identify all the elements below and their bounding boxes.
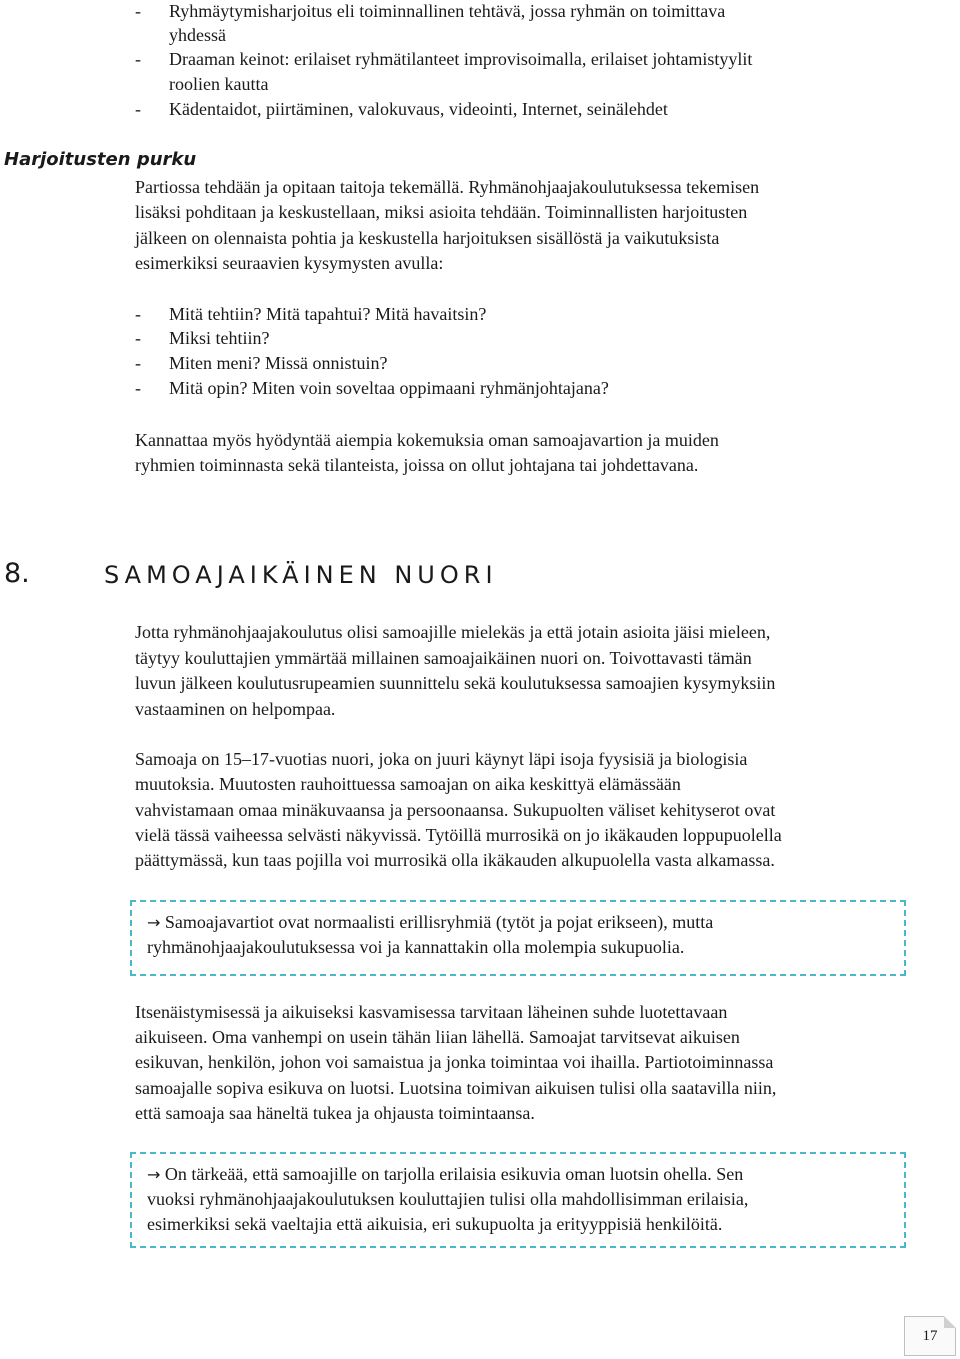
list-dash: -: [135, 49, 141, 69]
paragraph-line: päättymässä, kun taas pojilla voi murrosikä olla ikäkauden alkupuolella vasta alkamassa.: [135, 850, 775, 870]
paragraph-line: muutoksia. Muutosten rauhoittuessa samoajan on aika keskittyä elämässään: [135, 774, 681, 794]
callout-line: ryhmänohjaajakoulutuksessa voi ja kannattakin olla molempia sukupuolia.: [147, 937, 685, 957]
callout-text: On tärkeää, että samoajille on tarjolla erilaisia esikuvia oman luotsin ohella. Sen: [164, 1164, 744, 1184]
paragraph-line: että samoaja saa häneltä tukea ja ohjausta toimintaansa.: [135, 1103, 535, 1123]
paragraph-line: ryhmien toiminnasta sekä tilanteista, joissa on ollut johtajana tai johdettavana.: [135, 455, 699, 475]
list-item-text: yhdessä: [169, 25, 226, 45]
list-item-text: Ryhmäytymisharjoitus eli toiminnallinen tehtävä, jossa ryhmän on toimittava: [169, 1, 726, 21]
paragraph-line: samoajalle sopiva esikuva on luotsi. Luotsina toimivan aikuisen tulisi olla saatavilla niin,: [135, 1078, 777, 1098]
list-dash: -: [135, 304, 141, 324]
paragraph-line: esikuvan, henkilön, johon voi samaistua ja jonka toimintaa voi ihailla. Partiotoiminnassa: [135, 1052, 774, 1072]
list-item-text: Kädentaidot, piirtäminen, valokuvaus, videointi, Internet, seinälehdet: [169, 99, 668, 119]
paragraph-line: Jotta ryhmänohjaajakoulutus olisi samoajille mielekäs ja että jotain asioita jäisi mieleen,: [135, 622, 771, 642]
chapter-number: 8.: [4, 558, 30, 589]
paragraph-line: Itsenäistymisessä ja aikuiseksi kasvamisessa tarvitaan läheinen suhde luotettavaan: [135, 1002, 728, 1022]
chapter-title: SAMOAJAIKÄINEN NUORI: [104, 561, 498, 589]
callout-box: [130, 900, 906, 976]
question-text: Miten meni? Missä onnistuin?: [169, 353, 388, 373]
callout-text: Samoajavartiot ovat normaalisti erillisryhmiä (tytöt ja pojat erikseen), mutta: [164, 912, 714, 932]
list-item-text: Draaman keinot: erilaiset ryhmätilanteet improvisoimalla, erilaiset johtamistyylit: [169, 49, 753, 69]
paragraph-line: Samoaja on 15–17-vuotias nuori, joka on juuri käynyt läpi isoja fyysisiä ja biologisia: [135, 749, 748, 769]
list-dash: -: [135, 378, 141, 398]
paragraph-line: esimerkiksi seuraavien kysymysten avulla:: [135, 253, 444, 273]
list-item-text: roolien kautta: [169, 74, 269, 94]
section-subheading: Harjoitusten purku: [4, 149, 197, 170]
list-dash: -: [135, 99, 141, 119]
question-text: Mitä tehtiin? Mitä tapahtui? Mitä havaitsin?: [169, 304, 487, 324]
question-text: Miksi tehtiin?: [169, 328, 270, 348]
paragraph-line: Kannattaa myös hyödyntää aiempia kokemuksia oman samoajavartion ja muiden: [135, 430, 719, 450]
paragraph-line: vahvistamaan omaa minäkuvaansa ja persoonaansa. Sukupuolten väliset kehityserot ovat: [135, 800, 776, 820]
callout-line: esimerkiksi sekä vaeltajia että aikuisia, eri sukupuolta ja erityyppisiä henkilöitä.: [147, 1214, 723, 1234]
paragraph-line: aikuiseen. Oma vanhempi on usein tähän liian lähellä. Samoajat tarvitsevat aikuisen: [135, 1027, 740, 1047]
paragraph-line: Partiossa tehdään ja opitaan taitoja tekemällä. Ryhmänohjaajakoulutuksessa tekemisen: [135, 177, 760, 197]
list-dash: -: [135, 328, 141, 348]
list-dash: -: [135, 1, 141, 21]
page-number: 17: [922, 1328, 938, 1344]
arrow-right-icon: →: [147, 1165, 161, 1184]
paragraph-line: luvun jälkeen koulutusrupeamien suunnittelu sekä koulutuksessa samoajien kysymyksiin: [135, 673, 776, 693]
paragraph-line: vastaaminen on helpompaa.: [135, 699, 336, 719]
list-dash: -: [135, 353, 141, 373]
callout-line: vuoksi ryhmänohjaajakoulutuksen kouluttajien tulisi olla mahdollisimman erilaisia,: [147, 1189, 749, 1209]
paragraph-line: täytyy kouluttajien ymmärtää millainen samoajaikäinen nuori on. Toivottavasti tämän: [135, 648, 752, 668]
paragraph-line: vielä tässä vaiheessa selvästi näkyvissä. Tytöillä murrosikä on jo ikäkauden loppupuolella: [135, 825, 782, 845]
paragraph-line: jälkeen on olennaista pohtia ja keskustella harjoituksen sisällöstä ja vaikutuksista: [135, 228, 720, 248]
question-text: Mitä opin? Miten voin soveltaa oppimaani ryhmänjohtajana?: [169, 378, 609, 398]
paragraph-line: lisäksi pohditaan ja keskustellaan, miksi asioita tehdään. Toiminnallisten harjoitusten: [135, 202, 748, 222]
callout-line: [147, 911, 713, 934]
page-number-box: [904, 1316, 956, 1356]
arrow-right-icon: →: [147, 913, 161, 932]
callout-line: [147, 1163, 743, 1186]
callout-box: [130, 1152, 906, 1248]
